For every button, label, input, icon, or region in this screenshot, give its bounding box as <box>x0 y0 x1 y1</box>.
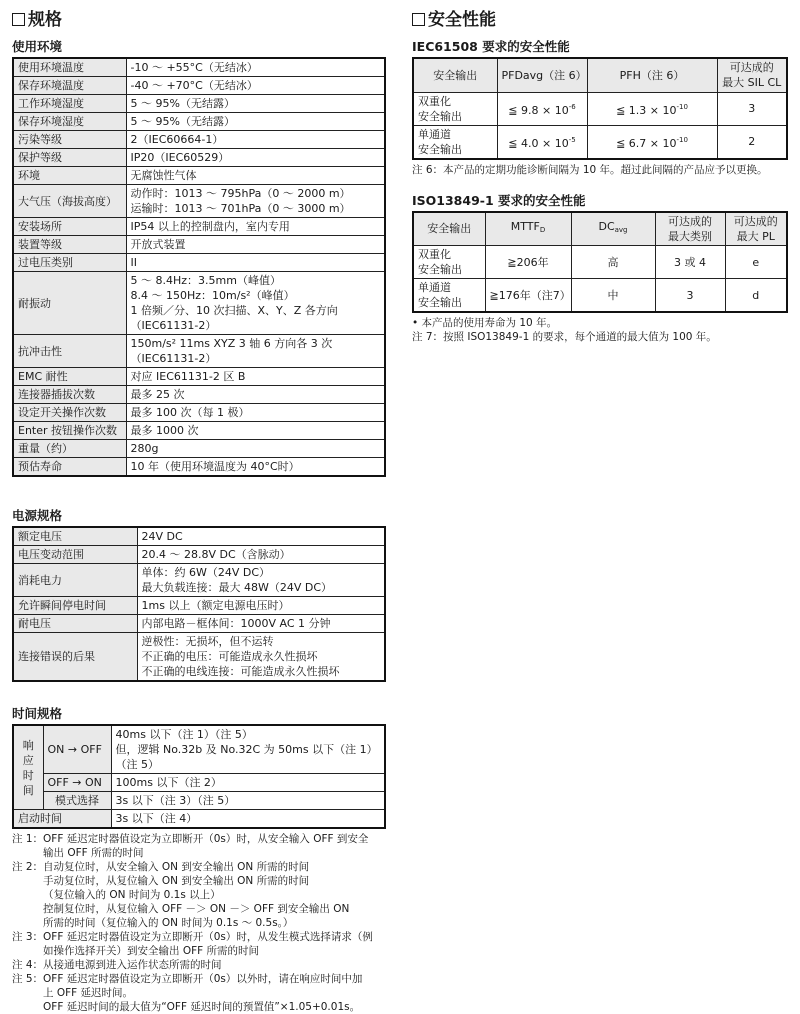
table-row <box>13 236 385 254</box>
row-value: -40 ～ +70°C（无结冰） <box>126 77 385 95</box>
row-label: 预估寿命 <box>13 458 126 477</box>
row-label: Enter 按钮操作次数 <box>13 422 126 440</box>
timing-heading: 时间规格 <box>12 706 63 721</box>
table-header-row <box>413 212 787 246</box>
safety-heading: 安全性能 <box>412 8 788 34</box>
timing-value: 3s 以下（注 3）（注 5） <box>111 792 385 810</box>
row-label: 过电压类别 <box>13 254 126 272</box>
column-header: $MTTF_D$ <box>485 212 571 246</box>
timing-value: 100ms 以下（注 2） <box>111 774 385 792</box>
timing-value: 40ms 以下（注 1）（注 5） 但，逻辑 No.32b 及 No.32C 为 50ms 以下（注 1）（注 5） <box>111 725 385 774</box>
timing-note: 注 3： OFF 延迟定时器值设定为立即断开（0s）时，从发生模式选择请求（例 如操作选择开关）到安全输出 OFF 所需的时间 <box>12 931 373 957</box>
timing-notes <box>12 832 386 1014</box>
row-label: 连接错误的后果 <box>13 633 137 682</box>
env-heading: 使用环境 <box>12 39 63 54</box>
table-row <box>13 564 385 597</box>
iso-table <box>412 211 788 314</box>
column-header: 可达成的 最大类别 <box>655 212 725 246</box>
row-label: 环境 <box>13 167 126 185</box>
timing-label: ON → OFF <box>43 725 111 774</box>
response-time-label: 响应 时间 <box>13 725 43 810</box>
pfd-value: ≦ $9.8 \times 10^{-6}$ <box>497 92 587 125</box>
row-value: 最多 25 次 <box>126 386 385 404</box>
row-value: 2（IEC60664-1） <box>126 131 385 149</box>
row-value: 无腐蚀性气体 <box>126 167 385 185</box>
table-row <box>13 254 385 272</box>
table-row <box>413 246 787 279</box>
row-value: 280g <box>126 440 385 458</box>
row-value: IP20（IEC60529） <box>126 149 385 167</box>
table-row <box>13 422 385 440</box>
row-label: 使用环境温度 <box>13 58 126 77</box>
table-row <box>13 792 385 810</box>
row-label: EMC 耐性 <box>13 368 126 386</box>
sil-value: 2 <box>717 125 787 159</box>
category-value: 3 或 4 <box>655 246 725 279</box>
row-label: 保存环境温度 <box>13 77 126 95</box>
row-value: 5 ～ 95%（无结露） <box>126 95 385 113</box>
pl-value: d <box>725 279 787 313</box>
row-label: 工作环境湿度 <box>13 95 126 113</box>
table-row <box>13 458 385 477</box>
row-value: 对应 IEC61131-2 区 B <box>126 368 385 386</box>
table-row <box>13 272 385 335</box>
row-value: 最多 1000 次 <box>126 422 385 440</box>
row-value: 最多 100 次（每 1 极） <box>126 404 385 422</box>
column-header: PFDavg（注 6） <box>497 58 587 92</box>
iso-note: • 本产品的使用寿命为 10 年。 <box>412 317 558 329</box>
iso-notes <box>412 316 788 344</box>
row-label: 污染等级 <box>13 131 126 149</box>
pfd-value: ≦ $4.0 \times 10^{-5}$ <box>497 125 587 159</box>
mttf-value: ≧206年 <box>485 246 571 279</box>
row-label: 保护等级 <box>13 149 126 167</box>
table-row <box>13 149 385 167</box>
iso-heading: ISO13849-1 要求的安全性能 <box>412 192 586 208</box>
table-row <box>13 131 385 149</box>
left-column <box>12 0 386 1014</box>
env-table <box>12 57 386 477</box>
spec-heading: 规格 <box>12 8 386 34</box>
dc-value: 中 <box>571 279 655 313</box>
dc-value: 高 <box>571 246 655 279</box>
row-value: 内部电路－框体间：1000V AC 1 分钟 <box>137 615 385 633</box>
row-value: 20.4 ～ 28.8V DC（含脉动） <box>137 546 385 564</box>
row-value: 10 年（使用环境温度为 40°C时） <box>126 458 385 477</box>
row-label: 电压变动范围 <box>13 546 137 564</box>
table-row <box>13 404 385 422</box>
row-label: 大气压（海拔高度） <box>13 185 126 218</box>
pfh-value: ≦ $1.3 \times 10^{-10}$ <box>587 92 717 125</box>
row-value: 1ms 以上（额定电源电压时） <box>137 597 385 615</box>
row-label: 装置等级 <box>13 236 126 254</box>
timing-note: 注 5： OFF 延迟定时器值设定为立即断开（0s）以外时，请在响应时间中加 上 OFF 延迟时间。 OFF 延迟时间的最大值为“OFF 延迟时间的预置值”×1.05+0.01s。 <box>12 973 363 1013</box>
mttf-value: ≧176年（注7） <box>485 279 571 313</box>
square-bullet-icon <box>412 13 425 26</box>
row-value: 150m/s² 11ms XYZ 3 轴 6 方向各 3 次 （IEC61131-2） <box>126 335 385 368</box>
timing-note: 注 1： OFF 延迟定时器值设定为立即断开（0s）时，从安全输入 OFF 到安全 输出 OFF 所需的时间 <box>12 833 369 859</box>
table-row <box>13 77 385 95</box>
table-row <box>413 92 787 125</box>
table-row <box>13 633 385 682</box>
category-value: 3 <box>655 279 725 313</box>
row-value: 单体：约 6W（24V DC） 最大负载连接：最大 48W（24V DC） <box>137 564 385 597</box>
timing-label: 模式选择 <box>43 792 111 810</box>
table-row <box>413 279 787 313</box>
power-table <box>12 526 386 682</box>
table-row <box>13 725 385 774</box>
row-label: 单通道 安全输出 <box>413 125 497 159</box>
row-label: 允许瞬间停电时间 <box>13 597 137 615</box>
column-header: 安全输出 <box>413 212 485 246</box>
row-label: 单通道 安全输出 <box>413 279 485 313</box>
table-row <box>13 167 385 185</box>
row-label: 耐电压 <box>13 615 137 633</box>
table-row <box>13 546 385 564</box>
startup-value: 3s 以下（注 4） <box>111 810 385 829</box>
pl-value: e <box>725 246 787 279</box>
column-header: PFH（注 6） <box>587 58 717 92</box>
row-value: 24V DC <box>137 527 385 546</box>
row-label: 抗冲击性 <box>13 335 126 368</box>
table-row <box>13 113 385 131</box>
timing-table <box>12 724 386 829</box>
power-heading: 电源规格 <box>12 508 63 523</box>
row-label: 额定电压 <box>13 527 137 546</box>
row-label: 连接器插拔次数 <box>13 386 126 404</box>
row-value: 5 ～ 95%（无结露） <box>126 113 385 131</box>
table-row <box>13 368 385 386</box>
pfh-value: ≦ $6.7 \times 10^{-10}$ <box>587 125 717 159</box>
table-row <box>13 810 385 829</box>
row-value: 5 ～ 8.4Hz：3.5mm（峰值） 8.4 ～ 150Hz：10m/s²（峰值） 1 倍频／分、10 次扫描、X、Y、Z 各方向（IEC61131-2） <box>126 272 385 335</box>
table-row <box>13 185 385 218</box>
table-row <box>13 335 385 368</box>
table-header-row <box>413 58 787 92</box>
row-label: 双重化 安全输出 <box>413 92 497 125</box>
row-value: II <box>126 254 385 272</box>
row-label: 重量（约） <box>13 440 126 458</box>
iec-table <box>412 57 788 160</box>
table-row <box>13 218 385 236</box>
table-row <box>13 440 385 458</box>
table-row <box>13 527 385 546</box>
row-value: 逆极性：无损坏，但不运转 不正确的电压：可能造成永久性损坏 不正确的电线连接：可能造成永久性损坏 <box>137 633 385 682</box>
row-label: 设定开关操作次数 <box>13 404 126 422</box>
table-row <box>13 774 385 792</box>
row-value: 开放式装置 <box>126 236 385 254</box>
right-column <box>412 0 788 344</box>
iec-heading: IEC61508 要求的安全性能 <box>412 39 570 54</box>
row-label: 消耗电力 <box>13 564 137 597</box>
row-value: IP54 以上的控制盘内，室内专用 <box>126 218 385 236</box>
row-label: 耐振动 <box>13 272 126 335</box>
row-label: 安装场所 <box>13 218 126 236</box>
table-row <box>13 386 385 404</box>
timing-note: 注 2： 自动复位时，从安全输入 ON 到安全输出 ON 所需的时间 手动复位时，从复位输入 ON 到安全输出 ON 所需的时间 （复位输入的 ON 时间为 0.1s 以上） 控制复位时，从复位输入 OFF －＞ ON －＞ OFF 到安全输出 ON 所需的时间（复位输入的 ON 时间为 0.1s ～ 0.5s。） <box>12 861 350 929</box>
timing-note: 注 4： 从接通电源到进入运作状态所需的时间 <box>12 959 222 971</box>
table-row <box>13 597 385 615</box>
table-row <box>13 58 385 77</box>
sil-value: 3 <box>717 92 787 125</box>
table-row <box>13 615 385 633</box>
table-row <box>413 125 787 159</box>
row-label: 保存环境湿度 <box>13 113 126 131</box>
row-label: 双重化 安全输出 <box>413 246 485 279</box>
row-value: -10 ～ +55°C（无结冰） <box>126 58 385 77</box>
column-header: 安全输出 <box>413 58 497 92</box>
column-header: $DC_{avg}$ <box>571 212 655 246</box>
iso-note: 注 7：按照 ISO13849-1 的要求，每个通道的最大值为 100 年。 <box>412 331 717 343</box>
column-header: 可达成的 最大 SIL CL <box>717 58 787 92</box>
column-header: 可达成的 最大 PL <box>725 212 787 246</box>
square-bullet-icon <box>12 13 25 26</box>
startup-label: 启动时间 <box>13 810 111 829</box>
table-row <box>13 95 385 113</box>
timing-label: OFF → ON <box>43 774 111 792</box>
iec-note: 注 6：本产品的定期功能诊断间隔为 10 年。超过此间隔的产品应予以更换。 <box>412 163 768 176</box>
row-value: 动作时：1013 ～ 795hPa（0 ～ 2000 m） 运输时：1013 ～ 701hPa（0 ～ 3000 m） <box>126 185 385 218</box>
